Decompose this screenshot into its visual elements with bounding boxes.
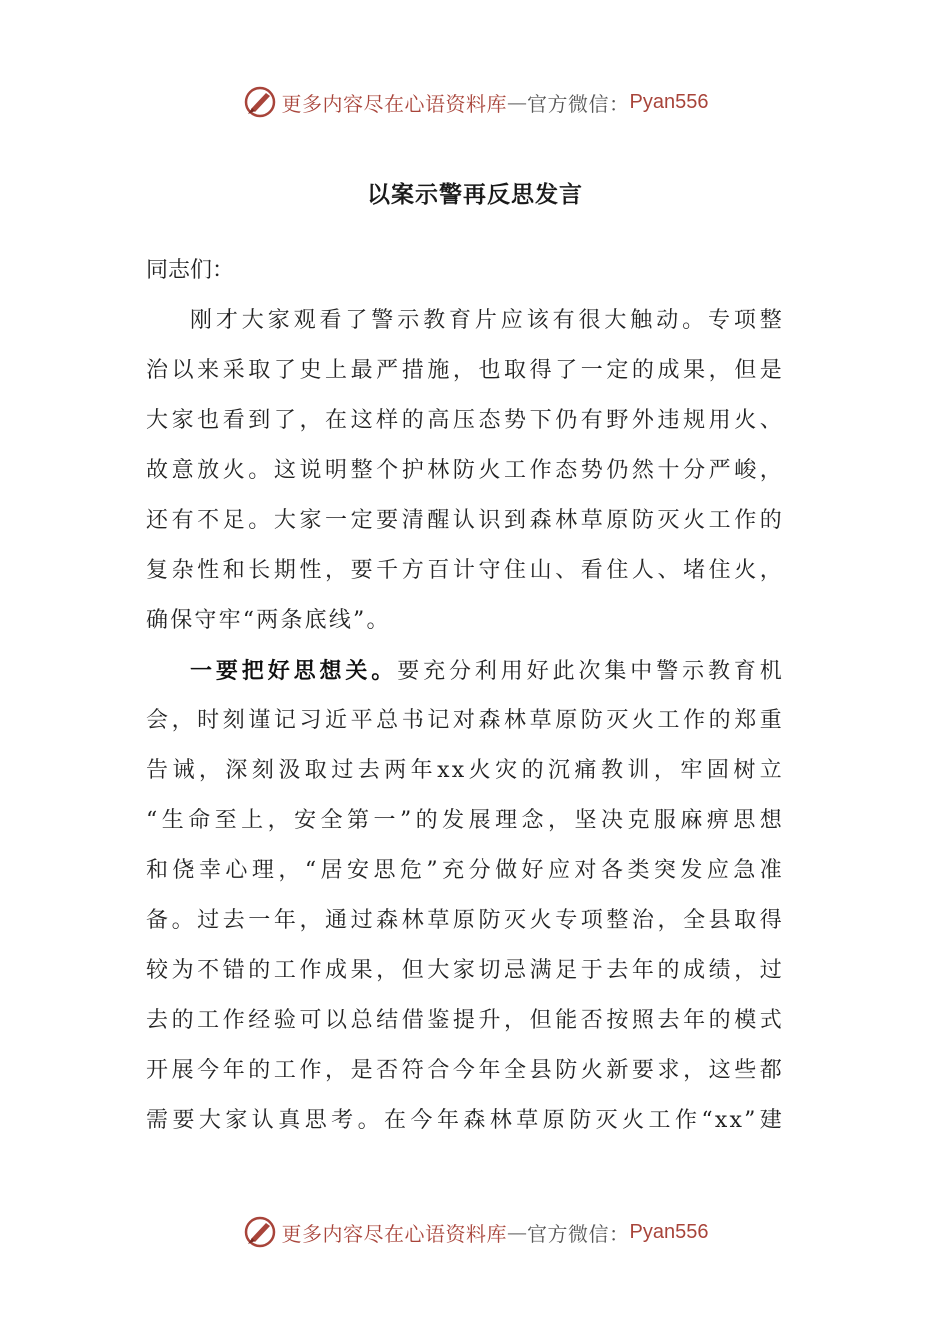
document-title: 以案示警再反思发言 — [367, 181, 583, 208]
paragraph-line: 较为不错的工作成果，但大家切忌满足于去年的成绩，过 — [146, 958, 784, 983]
paragraph-line-rest: 要充分利用好此次集中警示教育机 — [397, 659, 784, 684]
paragraph-2 — [146, 646, 784, 1146]
paragraph-line: 备。过去一年，通过森林草原防灭火专项整治，全县取得 — [146, 908, 784, 933]
paragraph-line: 刚才大家观看了警示教育片应该有很大触动。专项整 — [190, 308, 784, 333]
paragraph-line: 还有不足。大家一定要清醒认识到森林草原防灭火工作的 — [146, 508, 784, 533]
footer-banner — [0, 1212, 950, 1252]
paragraph-line-lead — [146, 646, 784, 696]
banner-account: Pyan556 — [629, 1220, 709, 1243]
banner-wechat-label: 官方微信： — [527, 1221, 630, 1246]
banner-text: 更多内容尽在心语资料库 — [281, 91, 508, 116]
paragraph-1 — [146, 296, 784, 646]
paragraph-line: 和侥幸心理，“居安思危”充分做好应对各类突发应急准 — [146, 858, 784, 883]
banner-text: 更多内容尽在心语资料库 — [281, 1221, 508, 1246]
paragraph-line: 治以来采取了史上最严措施，也取得了一定的成果，但是 — [146, 358, 784, 383]
pen-logo-icon — [242, 1214, 278, 1250]
paragraph-line: 去的工作经验可以总结借鉴提升，但能否按照去年的模式 — [146, 1008, 784, 1033]
banner-wechat-label: 官方微信： — [527, 91, 630, 116]
paragraph-line: “生命至上，安全第一”的发展理念，坚决克服麻痹思想 — [146, 808, 784, 833]
document-body — [146, 246, 784, 1146]
paragraph-line: 复杂性和长期性，要千方百计守住山、看住人、堵住火， — [146, 558, 784, 583]
paragraph-line: 告诫，深刻汲取过去两年xx火灾的沉痛教训，牢固树立 — [146, 758, 784, 783]
paragraph-line: 确保守牢“两条底线”。 — [146, 608, 391, 633]
header-banner — [0, 82, 950, 122]
paragraph-line: 故意放火。这说明整个护林防火工作态势仍然十分严峻， — [146, 458, 784, 483]
paragraph-line: 需要大家认真思考。在今年森林草原防灭火工作“xx”建 — [146, 1108, 784, 1133]
banner-account: Pyan556 — [629, 90, 709, 113]
paragraph-line: 开展今年的工作，是否符合今年全县防火新要求，这些都 — [146, 1058, 784, 1083]
banner-separator: — — [507, 1220, 528, 1244]
pen-logo-icon — [242, 84, 278, 120]
paragraph-line: 大家也看到了，在这样的高压态势下仍有野外违规用火、 — [146, 408, 784, 433]
salutation: 同志们： — [146, 258, 235, 283]
banner-separator: — — [507, 90, 528, 114]
paragraph-line: 会，时刻谨记习近平总书记对森林草原防灭火工作的郑重 — [146, 708, 784, 733]
paragraph-lead: 一要把好思想关。 — [190, 658, 398, 684]
